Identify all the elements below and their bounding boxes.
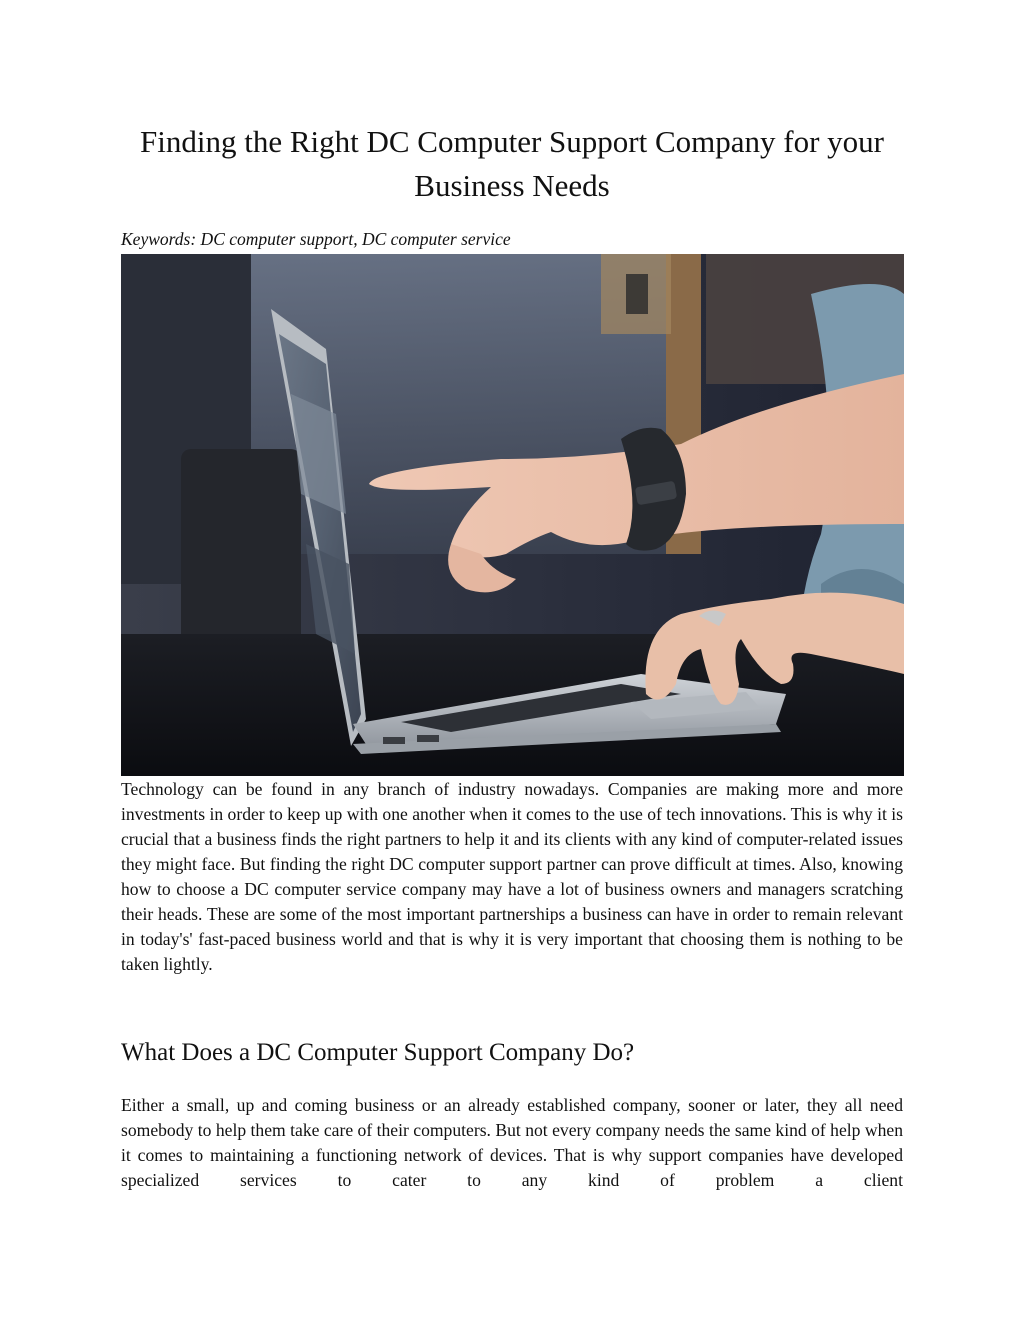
keywords-line: Keywords: DC computer support, DC computer service (121, 229, 511, 249)
section-heading: What Does a DC Computer Support Company Do? (121, 1039, 635, 1066)
page-title: Finding the Right DC Computer Support Company for your Business Needs (140, 124, 884, 203)
laptop-photo (121, 254, 904, 776)
section-paragraph: Either a small, up and coming business or an already established company, sooner or later, they all need somebody to help them take care of their computers. But not every company needs the same kind of help when it comes to maintaining a functioning network of devices. That is why support companies have developed specialized services to cater to any kind of problem a client (121, 1095, 903, 1190)
intro-paragraph: Technology can be found in any branch of industry nowadays. Companies are making more and more investments in order to keep up with one another when it comes to the use of tech innovations. This is why it is crucial that a business finds the right partners to help it and its clients with any kind of computer-related issues they might face. But finding the right DC computer support partner can prove difficult at times. Also, knowing how to choose a DC computer service company may have a lot of business owners and managers scratching their heads. These are some of the most important partnerships a business can have in order to remain relevant in today's' fast-paced business world and that is why it is very important that choosing them is nothing to be taken lightly. (121, 779, 903, 974)
